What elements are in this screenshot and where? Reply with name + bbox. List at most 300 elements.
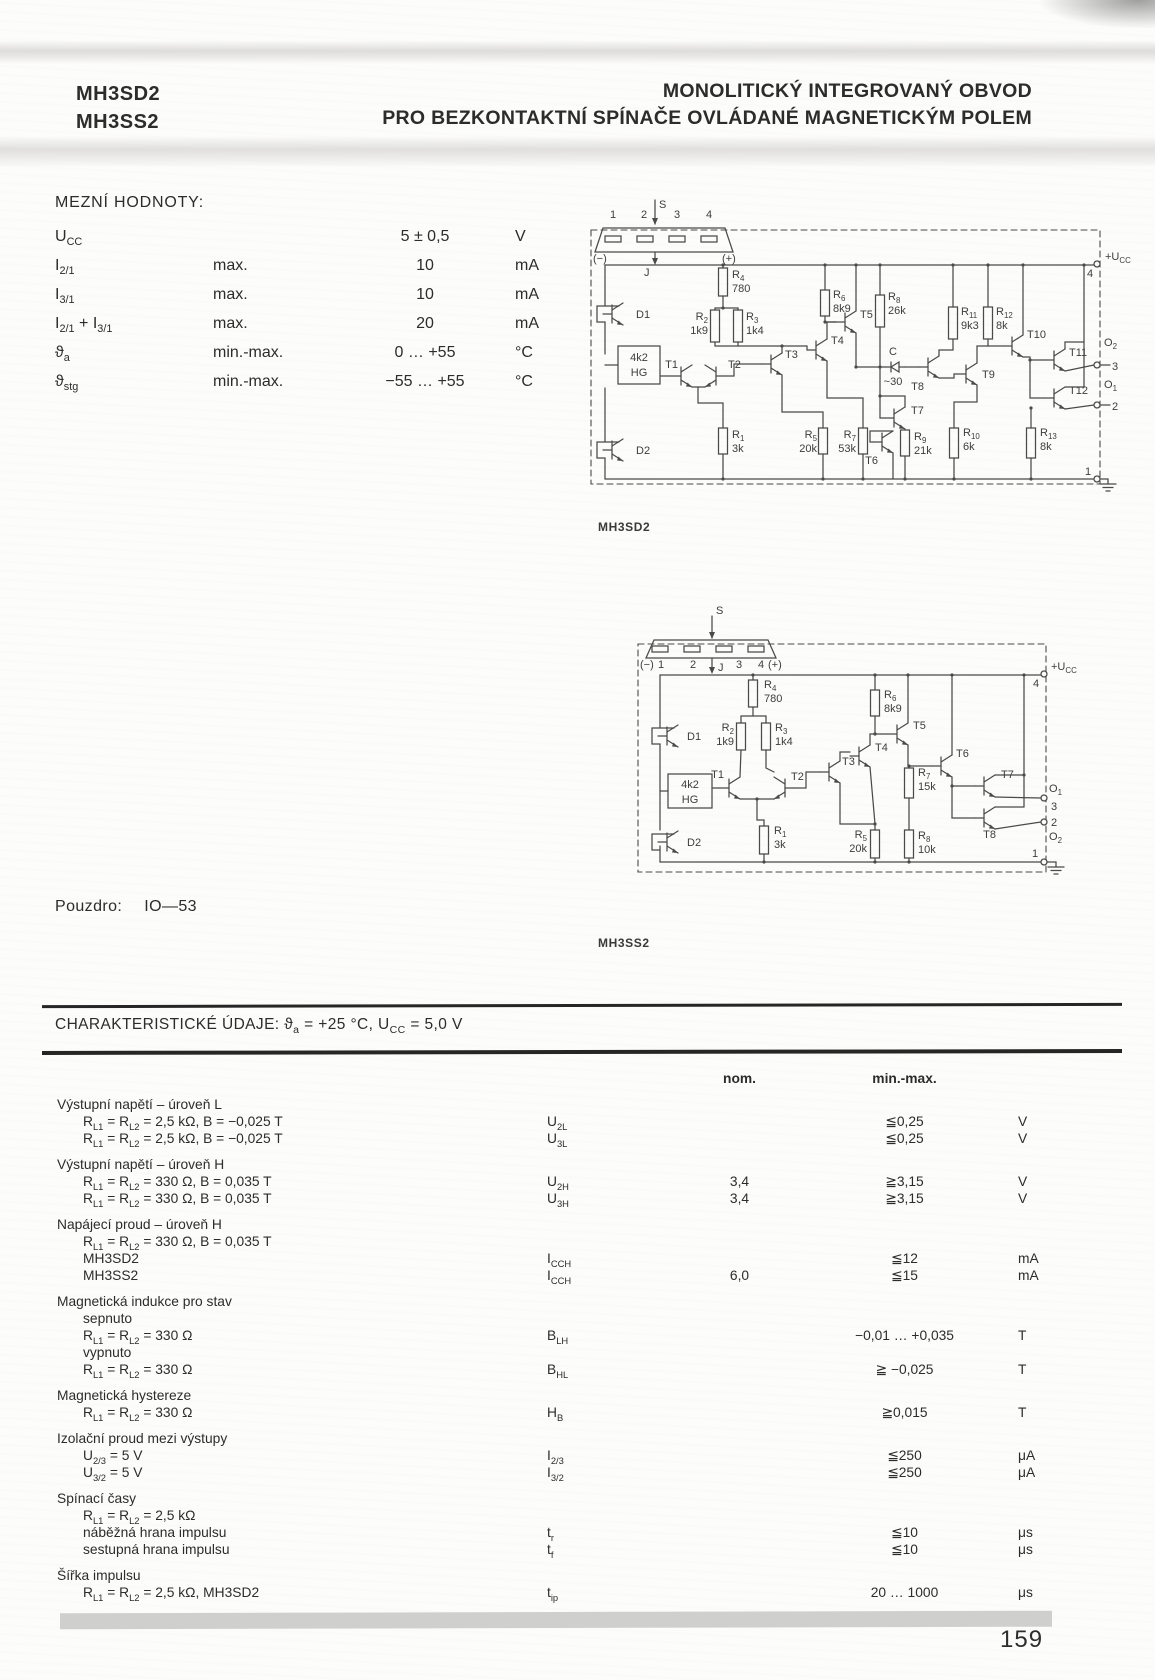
characteristics-cell: ≦10 [891,1542,918,1557]
group-heading: Spínací časy [57,1491,136,1506]
characteristics-cell [682,1524,797,1541]
characteristics-data-row [57,1327,1117,1344]
junction-dots [721,263,1088,480]
component-label: 8k9 [884,703,902,715]
component-label: $R_5$ [854,829,867,843]
characteristics-cell: $I_{CCH}$ [547,1251,572,1269]
group-heading: Výstupní napětí – úroveň L [57,1097,222,1112]
figure-caption-sd2: MH3SD2 [598,520,651,534]
characteristics-group-row [57,1490,1117,1507]
transistor-t10 [1003,335,1023,357]
transistor-t12 [1045,387,1065,409]
component-label: T1 [665,359,678,371]
characteristics-cell: $I_{2/3}$ [547,1448,564,1466]
characteristics-data-row [57,1524,1117,1541]
component-label: (+) [722,253,736,265]
characteristics-cell: ≧3,15 [885,1191,924,1206]
characteristics-cell [1012,1507,1077,1524]
characteristics-data-row [57,1250,1117,1267]
limits-cell: max. [213,285,248,303]
characteristics-cell: $R_{L1} = R_{L2} = 330$ Ω, B = 0,035 T [83,1191,272,1209]
characteristics-table [57,1070,1117,1601]
component-label: T11 [1069,347,1088,359]
characteristics-group-row [57,1567,1117,1584]
characteristics-cell: μA [1018,1465,1036,1480]
limits-row [55,309,615,338]
characteristics-cell: ≦250 [887,1448,922,1463]
component-label: 26k [888,305,906,317]
component-label: T7 [911,405,924,417]
component-label: 4 [706,209,713,221]
group-heading: Napájecí proud – úroveň H [57,1217,222,1232]
component-label: T7 [1001,769,1014,781]
group-heading: Izolační proud mezi výstupy [57,1431,228,1446]
rule-top [42,1003,1122,1008]
component-label: S [659,199,667,211]
characteristics-data-row [57,1361,1117,1378]
characteristics-cell [547,1507,682,1524]
j-arrow-icon [709,667,715,674]
component-label: 15k [918,781,936,793]
component-label: $R_3$ [746,311,759,325]
component-label: 4 [1033,678,1040,690]
component-label: T5 [913,720,926,732]
characteristics-cell [682,1233,797,1250]
characteristics-cell [1012,1310,1077,1327]
component-label: $R_4$ [764,679,777,693]
characteristics-cell: T [1018,1405,1027,1420]
pin-4-ucc-terminal [1094,261,1100,267]
characteristics-cell [682,1130,797,1147]
characteristics-cell: $U_{2/3} = 5$ V [83,1448,143,1466]
characteristics-cell: $B_{LH}$ [547,1328,569,1346]
limits-cell: 10 [416,256,434,274]
characteristics-cell: $R_{L1} = R_{L2} = 2,5$ kΩ [83,1508,196,1526]
component-label: T2 [728,359,741,371]
resistor-r6 [821,290,830,316]
characteristics-cell: 6,0 [729,1268,750,1283]
resistor-r7 [859,428,868,454]
component-label: 4 [758,659,765,671]
component-label: $O_2$ [1104,337,1117,351]
component-label: $R_4$ [732,269,745,283]
characteristics-cell: $I_{CCH}$ [547,1268,572,1286]
characteristics-group-row [57,1387,1117,1404]
characteristics-cell: T [1018,1362,1027,1377]
component-label: 3 [1051,801,1058,813]
component-label: C [889,346,897,358]
component-label: 3k [732,443,744,455]
component-label: 2 [1112,401,1119,413]
component-label: $O_1$ [1104,379,1117,393]
limits-cell: min.-max. [213,372,284,390]
transistor-t9 [957,363,977,385]
group-heading: Výstupní napětí – úroveň H [57,1157,225,1172]
part-number-1: MH3SD2 [76,83,161,105]
resistor-r6 [871,690,880,716]
characteristics-data-row [57,1447,1117,1464]
part-numbers [76,80,160,136]
characteristics-cell: mA [1018,1268,1039,1283]
characteristics-cell: V [1018,1114,1028,1129]
limits-cell: max. [213,314,248,332]
transistor-t11 [1045,349,1065,371]
component-label: 1k9 [716,736,734,748]
characteristics-cell: $t_r$ [547,1525,554,1543]
transistor-t3 [820,761,840,783]
component-label: $+U_{CC}$ [1051,661,1077,675]
component-label: 8k [996,320,1008,332]
characteristics-cell: $U_{3L}$ [547,1131,568,1149]
resistor-r5 [871,830,880,858]
pin-2-terminal [1041,819,1047,825]
component-label: $R_6$ [884,689,897,703]
resistor-r1 [760,826,769,854]
s-field-arrow-icon [709,632,715,639]
component-label: 3 [674,209,681,221]
component-label: 780 [732,283,751,295]
characteristics-cell: ≦0,25 [885,1114,924,1129]
characteristics-cell [1012,1233,1077,1250]
component-label: 9k3 [961,320,979,332]
characteristics-data-row [57,1113,1117,1130]
title-line-1: MONOLITICKÝ INTEGROVANÝ OBVOD [662,80,1032,102]
characteristics-cell: mA [1018,1251,1039,1266]
characteristics-heading: CHARAKTERISTICKÉ ÚDAJE: $ϑ_a = +25$ °C, $U_{CC} = 5,0$ V [55,1016,463,1037]
component-label: $R_3$ [775,722,788,736]
characteristics-cell: V [1018,1174,1028,1189]
component-label: $+U_{CC}$ [1105,251,1131,265]
limits-table [55,222,615,396]
j-arrow-icon [652,258,658,265]
component-label: S [716,605,724,617]
characteristics-cell [682,1541,797,1558]
component-label: 20k [799,443,817,455]
component-label: 780 [764,693,783,705]
transistor-t8 [919,356,939,378]
component-label: $R_{11}$ [961,306,978,320]
component-label: $R_9$ [914,431,927,445]
transistor-t8 [975,807,995,829]
s-field-arrow-icon [652,218,658,225]
characteristics-group-row [57,1096,1117,1113]
characteristics-cell: ≦15 [891,1268,918,1283]
characteristics-cell: MH3SD2 [83,1251,139,1266]
component-label: 4k2 [681,779,699,791]
characteristics-cell: T [1018,1328,1027,1343]
component-label: T9 [982,369,995,381]
limits-cell: $I_{2/1}$ [55,256,75,277]
limits-row [55,338,615,367]
group-heading: Šířka impulsu [57,1568,141,1583]
characteristics-cell [682,1250,797,1267]
characteristics-data-row [57,1404,1117,1421]
characteristics-group-row [57,1216,1117,1233]
component-label: T6 [865,455,878,467]
column-header-minmax: min.-max. [872,1071,937,1086]
package-outline [646,616,776,674]
component-label: D2 [636,445,651,457]
characteristics-cell [682,1507,797,1524]
characteristics-cell: $I_{3/2}$ [547,1465,564,1483]
component-label: D2 [687,837,702,849]
characteristics-cell: μs [1018,1525,1033,1540]
characteristics-cell [682,1327,797,1344]
limits-cell: V [515,227,526,245]
component-label: J [644,267,650,279]
component-label: T10 [1027,329,1046,341]
component-label: T8 [911,381,924,393]
characteristics-cell: ≧ −0,025 [875,1362,934,1377]
component-label: T1 [711,769,724,781]
component-label: $R_1$ [732,429,745,443]
characteristics-data-row [57,1507,1117,1524]
schematic-labels [593,199,1131,478]
component-label: ~30 [883,376,903,388]
characteristics-cell [547,1310,682,1327]
transistor-t3 [762,353,782,375]
resistor-r3 [734,310,743,342]
component-label: $R_8$ [918,830,931,844]
component-label: 1k4 [746,325,764,337]
characteristics-data-row [57,1310,1117,1327]
transistor-t6 [932,755,952,777]
characteristics-cell [797,1507,1012,1524]
component-label: 6k [963,441,975,453]
page-title [296,78,1032,132]
limits-cell: mA [515,256,539,274]
component-label: $R_8$ [888,291,901,305]
component-label: (−) [593,253,607,265]
scan-bottom-bar [60,1611,1052,1630]
component-label: T2 [791,771,804,783]
characteristics-data-row [57,1190,1117,1207]
component-label: 8k [1040,441,1052,453]
characteristics-cell: ≦250 [887,1465,922,1480]
limits-heading: MEZNÍ HODNOTY: [55,194,204,211]
resistor-r2 [711,310,720,342]
component-label: 4 [1087,268,1094,280]
component-label: $R_6$ [833,289,846,303]
component-label: 8k9 [833,303,851,315]
characteristics-cell: $U_{3/2} = 5$ V [83,1465,143,1483]
package-label: Pouzdro: [55,898,123,915]
limits-row [55,251,615,280]
resistor-r9 [901,430,910,456]
characteristics-cell: μA [1018,1448,1036,1463]
transistor-t6 [873,431,893,453]
component-label: D1 [636,309,651,321]
characteristics-group-row [57,1430,1117,1447]
pin-1-terminal [1094,476,1100,482]
characteristics-cell [682,1310,797,1327]
characteristics-cell: μs [1018,1585,1033,1600]
component-label: 10k [918,844,936,856]
transistor-t5 [888,723,908,745]
component-label: 2 [1051,817,1058,829]
characteristics-cell: vypnuto [83,1345,132,1360]
characteristics-data-row [57,1130,1117,1147]
characteristics-cell: $t_{ip}$ [547,1585,559,1603]
characteristics-data-row [57,1233,1117,1250]
characteristics-cell: ≧0,015 [881,1405,928,1420]
component-label: (+) [768,659,782,671]
component-label: 3 [736,659,743,671]
ground-icon [1048,862,1064,874]
limits-cell: 10 [416,285,434,303]
resistor-r8 [876,295,885,327]
limits-cell: min.-max. [213,343,284,361]
schematic-labels [640,605,1077,860]
component-label: J [718,662,724,674]
pin-2-terminal [1094,402,1100,408]
diode-c [885,362,905,372]
component-label: T4 [875,742,888,754]
part-number-2: MH3SS2 [76,111,160,133]
resistor-r8 [905,830,914,858]
characteristics-cell: V [1018,1131,1028,1146]
figure-caption-ss2: MH3SS2 [598,936,650,950]
component-label: 3k [774,839,786,851]
characteristics-rows [57,1096,1117,1601]
characteristics-cell [682,1344,797,1361]
column-header-nom: nom. [723,1071,756,1086]
component-label: $R_{13}$ [1040,427,1057,441]
component-label: 4k2 [630,352,648,364]
characteristics-cell [797,1310,1012,1327]
characteristics-cell: $H_B$ [547,1405,564,1423]
limits-cell: $ϑ_a$ [55,343,70,364]
characteristics-cell: $R_{L1} = R_{L2} = 330$ Ω [83,1328,193,1346]
pin-4-ucc-terminal [1041,671,1047,677]
characteristics-cell [682,1113,797,1130]
characteristics-data-row [57,1541,1117,1558]
transistor-t4 [807,339,827,361]
component-label: 1 [1032,848,1039,860]
schematic-mh3ss2 [584,576,1144,886]
characteristics-cell [1012,1344,1077,1361]
component-label: 2 [690,659,697,671]
component-label: T8 [983,829,996,841]
characteristics-cell: 20 … 1000 [870,1585,939,1600]
characteristics-cell [682,1404,797,1421]
resistor-r13 [1027,428,1036,458]
limits-row [55,280,615,309]
limits-row [55,367,615,396]
component-label: 1 [658,659,665,671]
characteristics-cell: $R_{L1} = R_{L2} = 330$ Ω, B = 0,035 T [83,1234,272,1252]
component-label: $R_{10}$ [963,427,980,441]
limits-cell: mA [515,314,539,332]
characteristics-cell: $R_{L1} = R_{L2} = 330$ Ω [83,1405,193,1423]
limits-cell: max. [213,256,248,274]
characteristics-cell [682,1447,797,1464]
limits-cell: °C [515,343,533,361]
characteristics-cell: $R_{L1} = R_{L2} = 330$ Ω, B = 0,035 T [83,1174,272,1192]
characteristics-cell: $R_{L1} = R_{L2} = 2,5$ kΩ, B = −0,025 T [83,1114,283,1132]
characteristics-data-row [57,1173,1117,1190]
scan-gray-band-top [0,40,1155,64]
characteristics-cell [797,1344,1012,1361]
components [603,261,1119,491]
characteristics-data-row [57,1584,1117,1601]
characteristics-cell: $R_{L1} = R_{L2} = 2,5$ kΩ, MH3SD2 [83,1585,260,1603]
component-label: $R_7$ [918,767,931,781]
component-label: T4 [831,335,844,347]
resistor-r10 [950,428,959,458]
characteristics-cell: sepnuto [83,1311,133,1326]
component-label: $R_1$ [774,825,787,839]
component-label: 20k [849,843,867,855]
package-value: IO—53 [144,898,197,915]
pin-1-terminal [1041,859,1047,865]
characteristics-data-row [57,1464,1117,1481]
resistor-r2 [737,723,746,750]
group-heading: Magnetická indukce pro stav [57,1294,232,1309]
transistor-t7 [885,407,905,429]
component-label: T5 [860,309,873,321]
characteristics-cell: $B_{HL}$ [547,1362,569,1380]
rule-under-heading [42,1049,1122,1054]
component-label: $R_5$ [804,429,817,443]
characteristics-cell: −0,01 … +0,035 [855,1328,954,1343]
limits-cell: °C [515,372,533,390]
limits-cell: −55 … +55 [385,372,465,390]
transistor-t7 [975,775,995,797]
resistor-r1 [719,428,728,454]
limits-cell: $ϑ_{stg}$ [55,372,79,393]
limits-row [55,222,615,251]
component-label: T3 [785,349,798,361]
characteristics-cell: V [1018,1191,1028,1206]
characteristics-cell: $t_f$ [547,1542,554,1560]
characteristics-group-row [57,1156,1117,1173]
scan-corner-smudge [1040,0,1155,28]
limits-cell: $U_{CC}$ [55,227,83,248]
limits-cell: 20 [416,314,434,332]
component-label: $R_{12}$ [996,306,1013,320]
component-label: HG [681,794,699,806]
component-label: 1 [610,209,617,221]
component-label: T12 [1069,385,1088,397]
characteristics-cell: ≦10 [891,1525,918,1540]
limits-cell: 0 … +55 [394,343,456,361]
resistor-r12 [984,307,993,339]
transistor-t2 [705,365,725,387]
component-label: $R_2$ [721,722,734,736]
component-label: 2 [641,209,648,221]
characteristics-cell: ≧3,15 [885,1174,924,1189]
limits-cell: mA [515,285,539,303]
resistor-r7 [905,768,914,798]
characteristics-cell: μs [1018,1542,1033,1557]
characteristics-column-headers [57,1070,1117,1087]
ground-icon [1100,479,1116,491]
resistor-r5 [819,428,828,454]
resistor-r4 [719,268,728,296]
characteristics-cell: $U_{2H}$ [547,1174,569,1192]
characteristics-cell [682,1361,797,1378]
pin-3-terminal [1094,362,1100,368]
component-label: (−) [640,659,654,671]
component-label: 53k [838,443,856,455]
limits-cell: $I_{3/1}$ [55,285,75,306]
component-label: D1 [687,731,702,743]
component-label: 1k9 [690,325,708,337]
characteristics-data-row [57,1344,1117,1361]
characteristics-cell: náběžná hrana impulsu [83,1525,227,1540]
group-heading: Magnetická hystereze [57,1388,192,1403]
